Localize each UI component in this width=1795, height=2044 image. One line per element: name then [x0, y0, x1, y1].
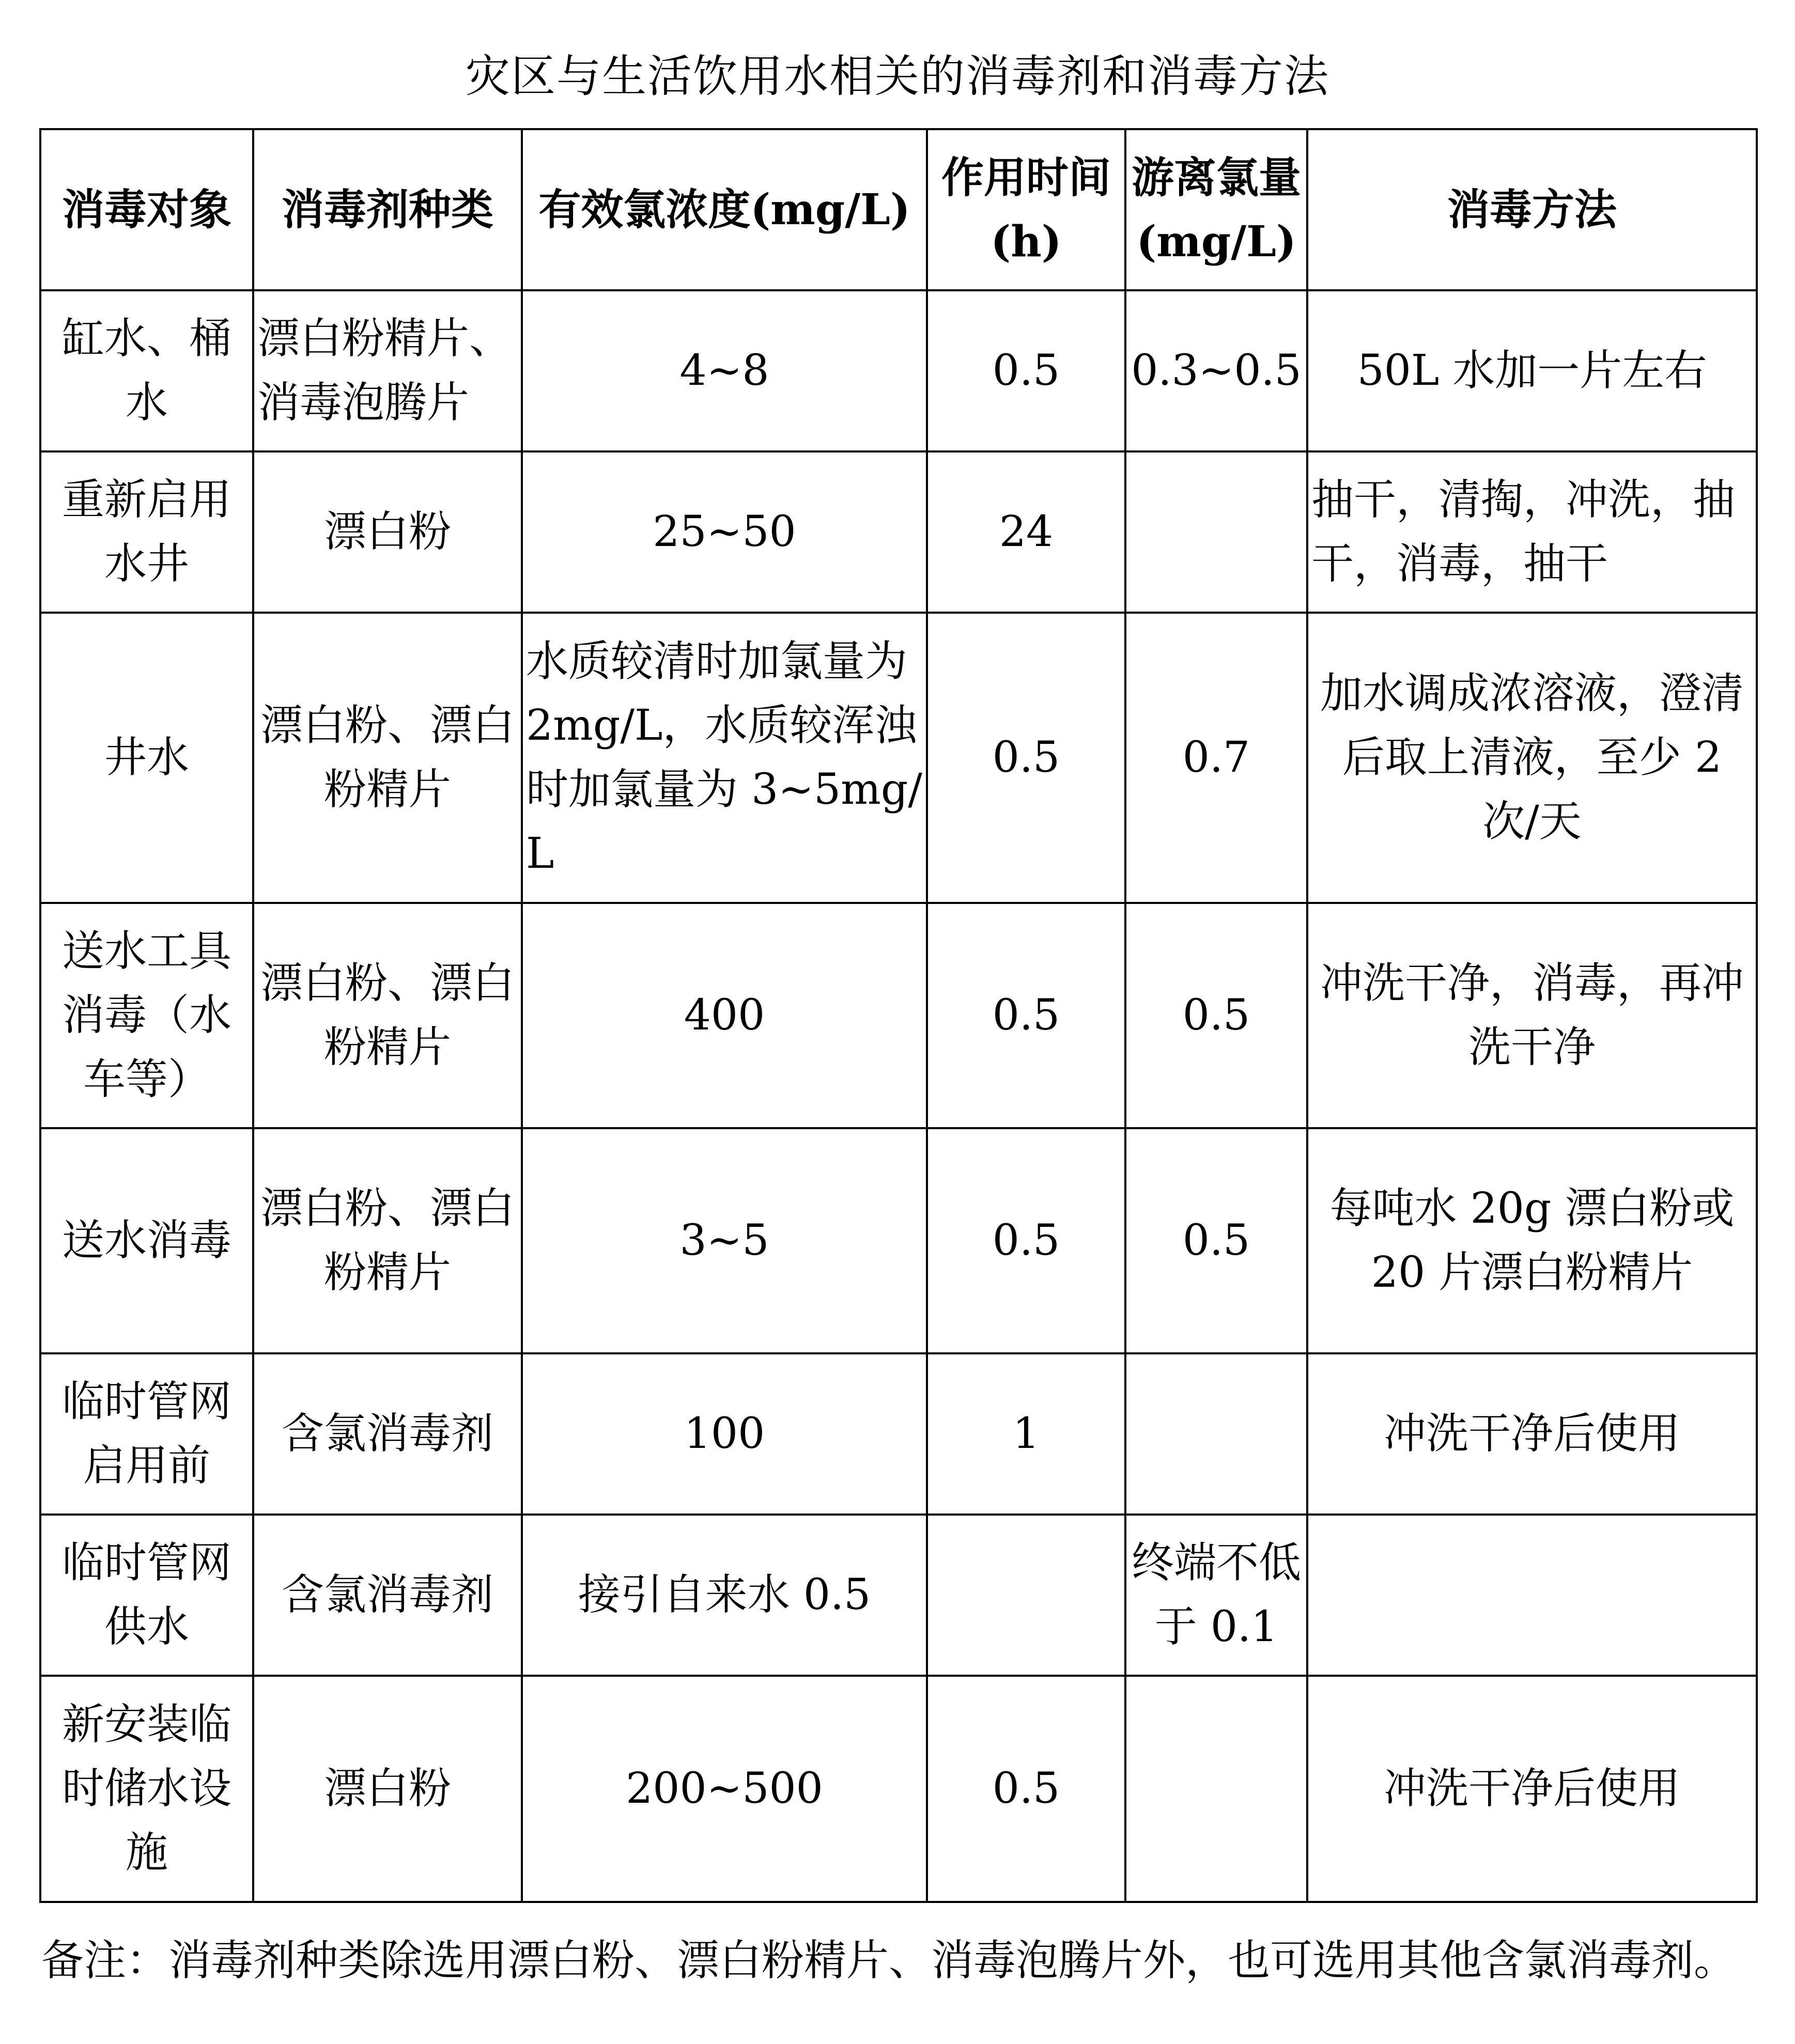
footnote: 备注：消毒剂种类除选用漂白粉、漂白粉精片、消毒泡腾片外，也可选用其他含氯消毒剂。 — [41, 1936, 1737, 1985]
cell-object: 井水 — [40, 613, 253, 903]
cell-time: 0.5 — [927, 290, 1125, 451]
header-time: 作用时间(h) — [927, 129, 1125, 290]
table-row — [40, 903, 1757, 1128]
header-object: 消毒对象 — [40, 129, 253, 290]
cell-method: 每吨水 20g 漂白粉或 20 片漂白粉精片 — [1307, 1128, 1757, 1353]
cell-residual: 0.5 — [1125, 1128, 1307, 1353]
cell-time: 0.5 — [927, 613, 1125, 903]
header-agent: 消毒剂种类 — [253, 129, 522, 290]
cell-concentration: 200~500 — [522, 1676, 927, 1902]
page-title: 灾区与生活饮用水相关的消毒剂和消毒方法 — [466, 51, 1329, 102]
cell-method: 冲洗干净后使用 — [1307, 1676, 1757, 1902]
table-row — [40, 290, 1757, 451]
cell-object: 送水消毒 — [40, 1128, 253, 1353]
cell-method: 冲洗干净后使用 — [1307, 1353, 1757, 1515]
cell-residual — [1125, 451, 1307, 613]
cell-time: 0.5 — [927, 1128, 1125, 1353]
cell-time: 24 — [927, 451, 1125, 613]
cell-time — [927, 1515, 1125, 1676]
cell-time: 0.5 — [927, 903, 1125, 1128]
cell-concentration: 25~50 — [522, 451, 927, 613]
cell-residual: 0.7 — [1125, 613, 1307, 903]
cell-time: 1 — [927, 1353, 1125, 1515]
cell-object: 送水工具消毒（水车等） — [40, 903, 253, 1128]
cell-object: 临时管网启用前 — [40, 1353, 253, 1515]
table-row — [40, 1128, 1757, 1353]
header-residual: 游离氯量(mg/L) — [1125, 129, 1307, 290]
cell-residual: 终端不低于 0.1 — [1125, 1515, 1307, 1676]
cell-concentration: 400 — [522, 903, 927, 1128]
cell-object: 新安装临时储水设施 — [40, 1676, 253, 1902]
cell-agent: 含氯消毒剂 — [253, 1353, 522, 1515]
cell-concentration: 接引自来水 0.5 — [522, 1515, 927, 1676]
cell-method — [1307, 1515, 1757, 1676]
cell-residual: 0.5 — [1125, 903, 1307, 1128]
cell-method: 抽干，清掏，冲洗，抽干，消毒，抽干 — [1307, 451, 1757, 613]
cell-agent: 漂白粉 — [253, 451, 522, 613]
cell-agent: 含氯消毒剂 — [253, 1515, 522, 1676]
table-row — [40, 1353, 1757, 1515]
cell-concentration: 3~5 — [522, 1128, 927, 1353]
header-concentration: 有效氯浓度(mg/L) — [522, 129, 927, 290]
table-header-row — [40, 129, 1757, 290]
cell-object: 临时管网供水 — [40, 1515, 253, 1676]
cell-object: 缸水、桶水 — [40, 290, 253, 451]
cell-method: 50L 水加一片左右 — [1307, 290, 1757, 451]
cell-concentration: 4~8 — [522, 290, 927, 451]
table-row — [40, 1676, 1757, 1902]
header-method: 消毒方法 — [1307, 129, 1757, 290]
cell-concentration: 水质较清时加氯量为 2mg/L，水质较浑浊时加氯量为 3~5mg/L — [522, 613, 927, 903]
cell-residual: 0.3~0.5 — [1125, 290, 1307, 451]
cell-agent: 漂白粉 — [253, 1676, 522, 1902]
disinfection-table — [39, 128, 1758, 1903]
table-row — [40, 1515, 1757, 1676]
cell-residual — [1125, 1353, 1307, 1515]
cell-method: 加水调成浓溶液，澄清后取上清液，至少 2 次/天 — [1307, 613, 1757, 903]
cell-agent: 漂白粉、漂白粉精片 — [253, 613, 522, 903]
table-row — [40, 451, 1757, 613]
cell-agent: 漂白粉精片、消毒泡腾片 — [253, 290, 522, 451]
table-row — [40, 613, 1757, 903]
cell-agent: 漂白粉、漂白粉精片 — [253, 1128, 522, 1353]
cell-time: 0.5 — [927, 1676, 1125, 1902]
cell-concentration: 100 — [522, 1353, 927, 1515]
cell-object: 重新启用水井 — [40, 451, 253, 613]
cell-agent: 漂白粉、漂白粉精片 — [253, 903, 522, 1128]
cell-method: 冲洗干净，消毒，再冲洗干净 — [1307, 903, 1757, 1128]
cell-residual — [1125, 1676, 1307, 1902]
